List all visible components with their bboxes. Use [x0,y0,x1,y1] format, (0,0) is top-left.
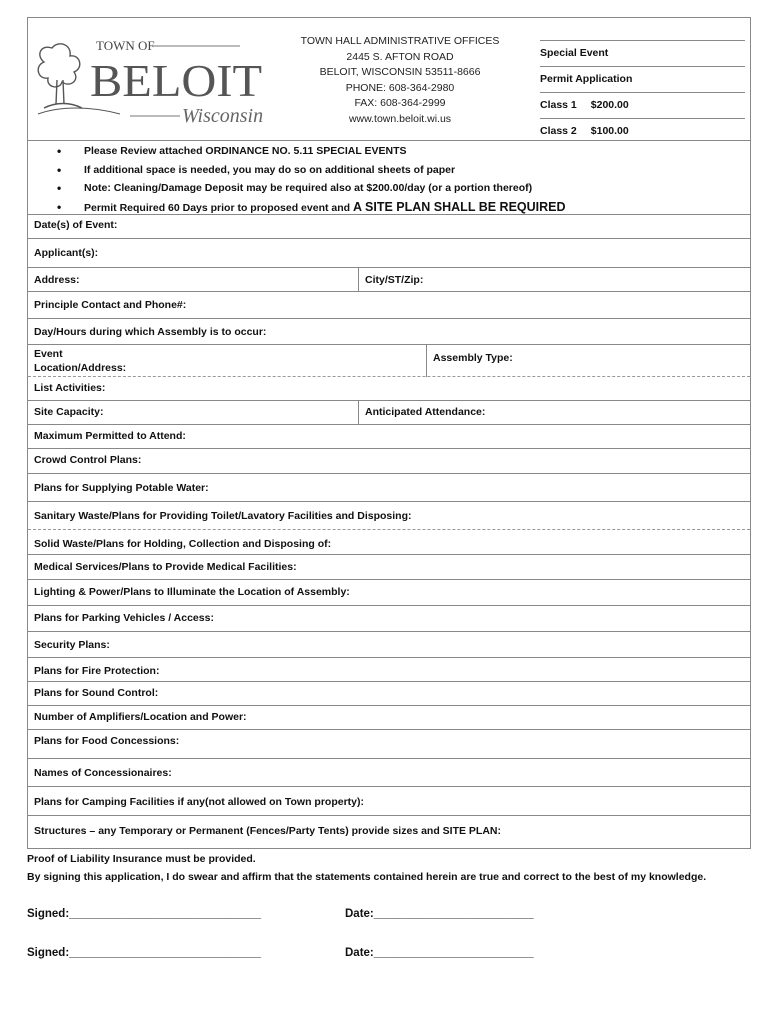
field-label-line: Location/Address: [34,362,127,374]
field-maximum-permitted[interactable] [28,424,750,448]
field-label: Plans for Parking Vehicles / Access: [34,612,214,624]
signature-line-1[interactable]: Signed:______________________________ [27,908,262,920]
field-label: Crowd Control Plans: [34,454,142,466]
field-label: Solid Waste/Plans for Holding, Collection and Disposing of: [34,538,332,550]
field-label: List Activities: [34,382,106,394]
field-fire[interactable] [28,657,750,681]
logo-town-of: TOWN OF [96,38,155,53]
field-structures[interactable] [28,815,750,840]
date-line-1[interactable]: Date:_________________________ [345,908,534,920]
field-anticipated-attendance[interactable] [358,401,750,424]
field-label: Number of Amplifiers/Location and Power: [34,711,247,723]
permit-form [27,17,751,849]
field-label: Applicant(s): [34,247,99,259]
field-security[interactable] [28,631,750,657]
field-event-location-row [28,344,750,376]
field-event-location-label [34,347,126,375]
class1-label: Class 1 [540,99,577,111]
field-site-capacity-label: Site Capacity: [34,406,104,418]
affirmation-text: By signing this application, I do swear and affirm that the statements contained herein are true and correct to the best of my knowledge. [27,871,707,883]
office-street: 2445 S. AFTON ROAD [346,50,454,63]
site-plan-required: A SITE PLAN SHALL BE REQUIRED [353,199,566,214]
permit-title-line1: Special Event [540,40,745,66]
field-camping[interactable] [28,786,750,815]
note-item: • Note: Cleaning/Damage Deposit may be required also at $200.00/day (or a portion thereof) [28,179,750,198]
field-label: Names of Concessionaires: [34,767,172,779]
field-label: Assembly Type: [433,352,513,364]
class2-label: Class 2 [540,125,577,137]
field-parking[interactable] [28,605,750,631]
note-text: Permit Required 60 Days prior to proposed event and [84,201,351,214]
note-item: • Please Review attached ORDINANCE NO. 5.11 SPECIAL EVENTS [28,142,750,161]
instructions-list [28,142,750,216]
tree-logo-icon [30,26,276,126]
field-lighting[interactable] [28,579,750,605]
field-city-st-zip[interactable] [358,268,750,291]
field-label: Sanitary Waste/Plans for Providing Toilet/Lavatory Facilities and Disposing: [34,510,412,522]
field-assembly-type[interactable] [426,345,750,377]
field-principal-contact[interactable] [28,291,750,318]
field-label: Plans for Camping Facilities if any(not allowed on Town property): [34,796,364,808]
office-website: www.town.beloit.wi.us [348,112,452,125]
field-site-capacity-row [28,400,750,424]
field-label: Day/Hours during which Assembly is to occur: [34,326,267,338]
office-name: TOWN HALL ADMINISTRATIVE OFFICES [300,35,500,47]
field-label: Anticipated Attendance: [365,406,486,418]
field-dates[interactable] [28,214,750,238]
form-fields [28,214,750,840]
field-label: Plans for Food Concessions: [34,735,180,747]
field-label: Plans for Fire Protection: [34,665,160,677]
field-label: Structures – any Temporary or Permanent (Fences/Party Tents) provide sizes and SITE PLAN: [34,825,501,837]
signature-line-2[interactable]: Signed:______________________________ [27,947,262,959]
field-label: Principle Contact and Phone#: [34,299,187,311]
field-label: Plans for Sound Control: [34,687,159,699]
logo-town-name: BELOIT [90,55,262,106]
field-label: Security Plans: [34,639,110,651]
office-address [290,34,510,127]
date-line-2[interactable]: Date:_________________________ [345,947,534,959]
office-phone: PHONE: 608-364-2980 [345,81,455,94]
field-food[interactable] [28,729,750,758]
town-logo [30,26,276,126]
field-sanitary-waste[interactable] [28,501,750,529]
field-applicants[interactable] [28,238,750,267]
class1-fee-row [540,92,745,118]
class1-fee: $200.00 [590,99,629,111]
class2-fee: $100.00 [590,125,629,137]
permit-title-block [540,40,745,144]
field-label: Medical Services/Plans to Provide Medical Facilities: [34,561,297,573]
permit-title-line2: Permit Application [540,66,745,92]
field-label: Lighting & Power/Plans to Illuminate the Location of Assembly: [34,586,350,598]
field-potable-water[interactable] [28,473,750,501]
note-item: • If additional space is needed, you may do so on additional sheets of paper [28,161,750,180]
field-label: Plans for Supplying Potable Water: [34,482,209,494]
field-label: City/ST/Zip: [365,274,424,286]
field-label-line: Event [34,348,63,360]
field-address-row [28,267,750,291]
field-label: Maximum Permitted to Attend: [34,430,186,442]
logo-state: Wisconsin [182,105,264,126]
field-list-activities[interactable] [28,376,750,400]
field-medical[interactable] [28,554,750,579]
field-crowd-control[interactable] [28,448,750,473]
field-label: Date(s) of Event: [34,219,118,231]
header-divider [28,140,750,141]
office-fax: FAX: 608-364-2999 [354,97,446,109]
field-sound[interactable] [28,681,750,705]
field-concessionaires[interactable] [28,758,750,786]
field-amplifiers[interactable] [28,705,750,729]
field-address-label: Address: [34,274,80,286]
form-footer [27,850,757,886]
insurance-note: Proof of Liability Insurance must be provided. [27,853,256,865]
field-day-hours[interactable] [28,318,750,344]
field-solid-waste[interactable] [28,529,750,554]
office-city: BELOIT, WISCONSIN 53511-8666 [319,66,481,78]
